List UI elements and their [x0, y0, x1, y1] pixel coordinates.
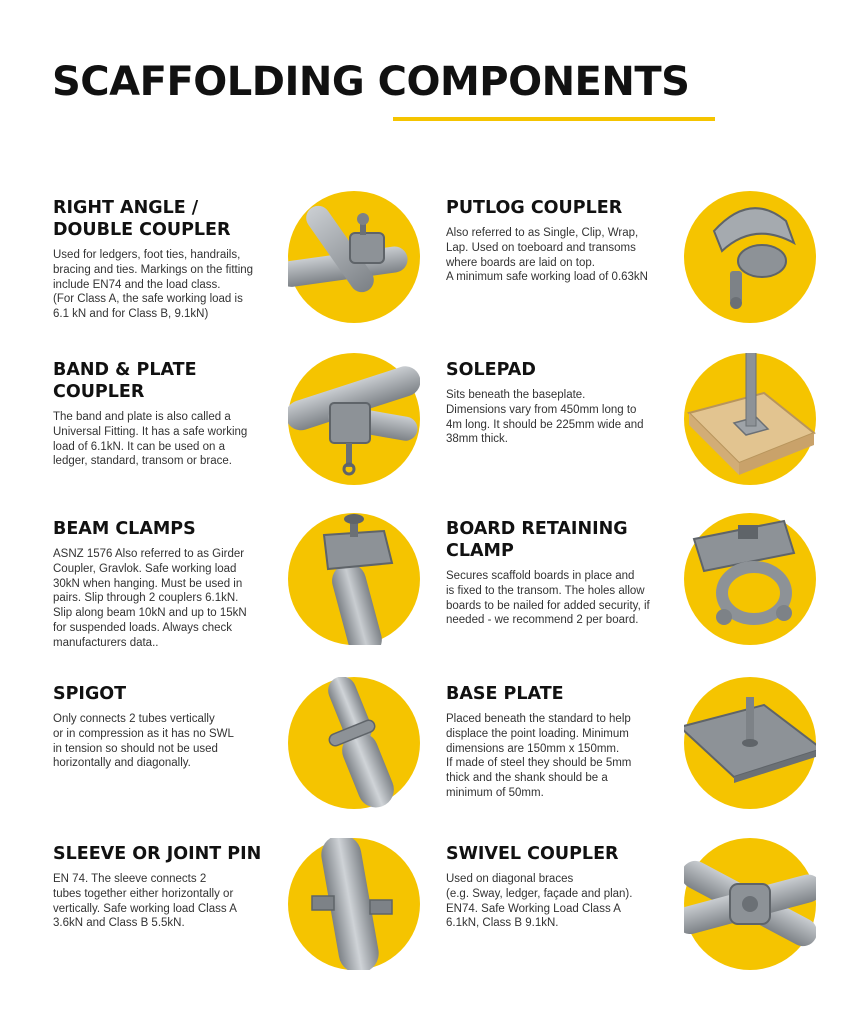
component-band-plate-coupler [53, 359, 278, 469]
component-spigot [53, 683, 278, 771]
component-heading: PUTLOG COUPLER [446, 198, 623, 218]
solepad-icon [684, 353, 816, 485]
swivel-coupler-icon [684, 838, 816, 970]
component-heading: BEAM CLAMPS [53, 519, 196, 539]
component-swivel-coupler [446, 843, 671, 931]
beam-clamp-icon [288, 513, 420, 645]
component-base-plate [446, 683, 671, 801]
component-board-retaining-clamp [446, 518, 671, 628]
band-plate-coupler-icon [288, 353, 420, 485]
component-right-angle-coupler [53, 197, 278, 322]
component-heading: BASE PLATE [446, 684, 564, 704]
component-description: EN 74. The sleeve connects 2 tubes together either horizontally or vertically. Safe working load Class A 3.6kN and Class B 5.5kN. [53, 873, 237, 930]
component-description: Also referred to as Single, Clip, Wrap, Lap. Used on toeboard and transoms where boards are laid on top. A minimum safe working load of 0.63kN [446, 227, 648, 284]
component-description: Used on diagonal braces (e.g. Sway, ledger, façade and plan). EN74. Safe Working Load Class A 6.1kN, Class B 9.1kN. [446, 873, 633, 930]
component-description: ASNZ 1576 Also referred to as Girder Coupler, Gravlok. Safe working load 30kN when hanging. Must be used in pairs. Slip through 2 couplers 6.1kN. Slip along beam 10kN and up to 15kN for suspended loads. Always check manufacturers data.. [53, 548, 247, 649]
component-heading: SWIVEL COUPLER [446, 844, 619, 864]
component-description: Secures scaffold boards in place and is fixed to the transom. The holes allow boards to be nailed for added security, if needed - we recommend 2 per board. [446, 570, 650, 627]
putlog-coupler-icon [684, 191, 816, 323]
component-description: The band and plate is also called a Universal Fitting. It has a safe working load of 6.1kN. It can be used on a ledger, standard, transom or brace. [53, 411, 248, 468]
right-angle-coupler-icon [288, 191, 420, 323]
component-heading: BAND & PLATE COUPLER [53, 360, 197, 402]
base-plate-icon [684, 677, 816, 809]
title-underline [393, 117, 715, 121]
component-heading: SPIGOT [53, 684, 127, 704]
sleeve-joint-pin-icon [288, 838, 420, 970]
board-retaining-clamp-icon [684, 513, 816, 645]
component-beam-clamps [53, 518, 278, 651]
component-description: Sits beneath the baseplate. Dimensions vary from 450mm long to 4m long. It should be 225mm wide and 38mm thick. [446, 389, 644, 446]
component-heading: SOLEPAD [446, 360, 536, 380]
page-title: SCAFFOLDING COMPONENTS [52, 59, 690, 105]
component-description: Used for ledgers, foot ties, handrails, bracing and ties. Markings on the fitting include EN74 and the load class. (For Class A, the safe working load is 6.1 kN and for Class B, 9.1kN) [53, 249, 254, 321]
component-description: Placed beneath the standard to help displace the point loading. Minimum dimensions are 150mm x 150mm. If made of steel they should be 5mm thick and the shank should be a minimum of 50mm. [446, 713, 632, 799]
component-solepad [446, 359, 671, 447]
spigot-icon [288, 677, 420, 809]
component-putlog-coupler [446, 197, 671, 285]
component-heading: RIGHT ANGLE / DOUBLE COUPLER [53, 198, 231, 240]
component-sleeve-joint-pin [53, 843, 293, 931]
component-heading: SLEEVE OR JOINT PIN [53, 844, 262, 864]
component-description: Only connects 2 tubes vertically or in compression as it has no SWL in tension so should not be used horizontally and diagonally. [53, 713, 234, 770]
component-heading: BOARD RETAINING CLAMP [446, 519, 628, 561]
